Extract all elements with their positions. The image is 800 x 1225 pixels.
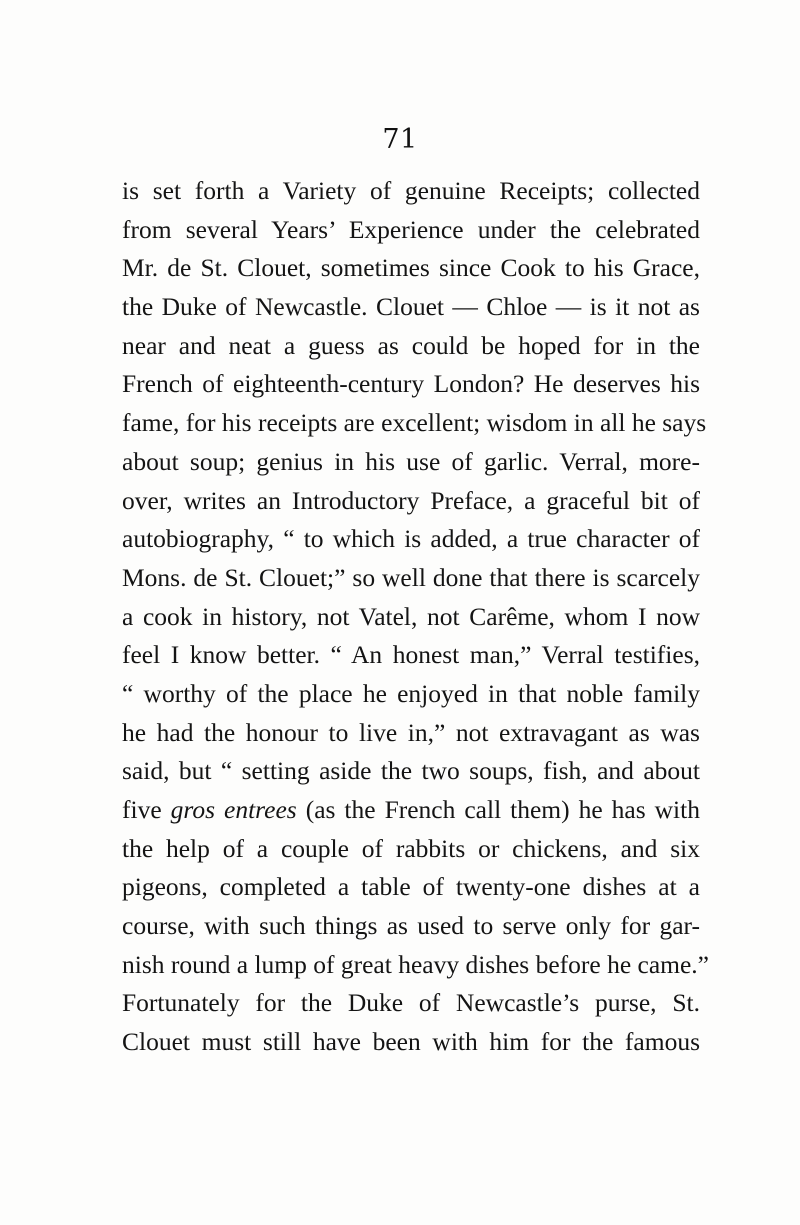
- text-line: the Duke of Newcastle. Clouet — Chloe — is it not as: [122, 292, 700, 322]
- text-line: Fortunately for the Duke of Newcastle’s purse, St.: [122, 988, 700, 1018]
- text-line: nish round a lump of great heavy dishes before he came.”: [122, 949, 709, 979]
- text-line-with-italic: [122, 791, 700, 830]
- text-segment: five: [122, 795, 171, 824]
- text-line: “ worthy of the place he enjoyed in that noble family: [122, 678, 700, 708]
- text-line: near and neat a guess as could be hoped for in the: [122, 330, 700, 360]
- text-line: fame, for his receipts are excellent; wisdom in all he says: [122, 408, 707, 438]
- body-text: [122, 172, 709, 1062]
- text-line: autobiography, “ to which is added, a true character of: [122, 524, 700, 554]
- text-line: the help of a couple of rabbits or chickens, and six: [122, 833, 700, 863]
- text-line: feel I know better. “ An honest man,” Verral testifies,: [122, 640, 700, 670]
- text-line: is set forth a Variety of genuine Receipts; collected: [122, 176, 700, 205]
- text-line: over, writes an Introductory Preface, a graceful bit of: [122, 485, 700, 515]
- text-line: French of eighteenth-century London? He deserves his: [122, 369, 700, 399]
- text-line: Mons. de St. Clouet;” so well done that there is scarcely: [122, 562, 700, 592]
- text-line: Mr. de St. Clouet, sometimes since Cook to his Grace,: [122, 253, 700, 283]
- text-segment: (as the French call them) he has with: [296, 795, 700, 824]
- text-line: he had the honour to live in,” not extravagant as was: [122, 717, 700, 747]
- text-line: a cook in history, not Vatel, not Carême, whom I now: [122, 601, 700, 631]
- italic-phrase: gros entrees: [170, 795, 297, 824]
- page-number: 71: [382, 124, 418, 155]
- text-line: Clouet must still have been with him for the famous: [122, 1027, 700, 1057]
- text-line: course, with such things as used to serve only for gar-: [122, 911, 700, 941]
- text-line: from several Years’ Experience under the celebrated: [122, 214, 700, 244]
- text-line: said, but “ setting aside the two soups, fish, and about: [122, 756, 700, 786]
- text-line: pigeons, completed a table of twenty-one dishes at a: [122, 872, 700, 902]
- text-line: about soup; genius in his use of garlic. Verral, more-: [122, 446, 700, 476]
